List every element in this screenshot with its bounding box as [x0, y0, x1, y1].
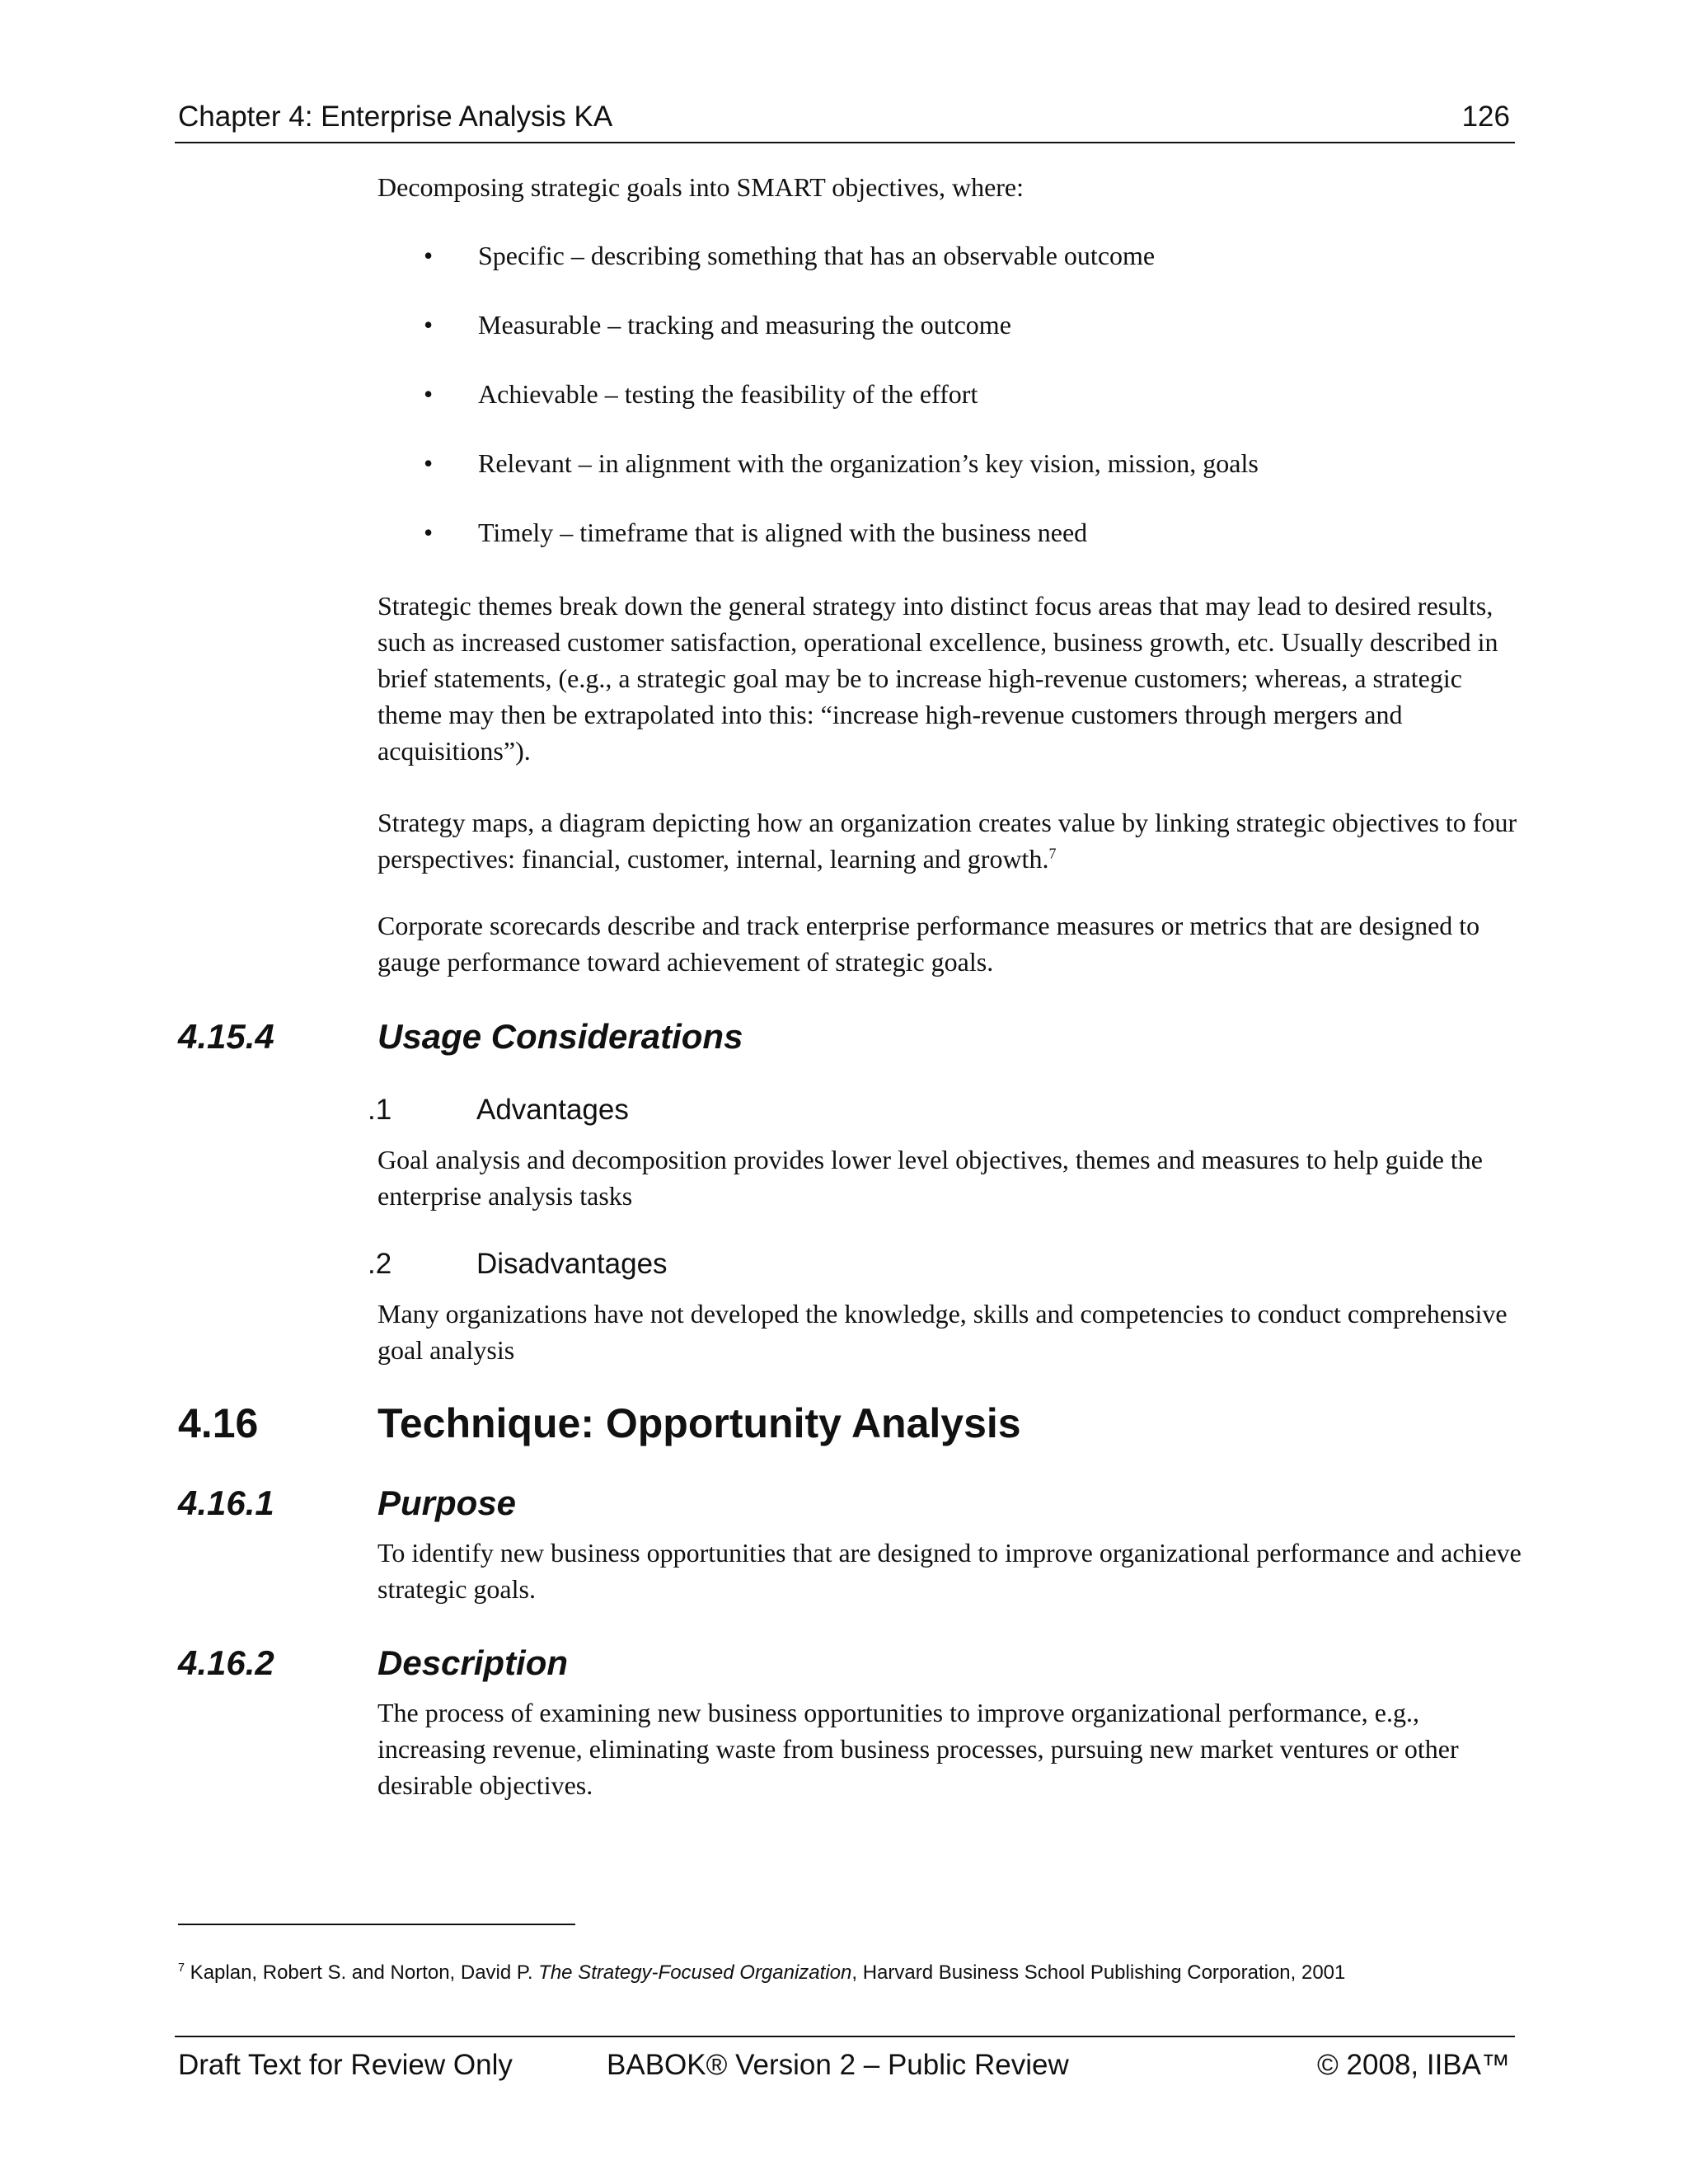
- section-number: 4.16.1: [178, 1483, 274, 1522]
- smart-intro: Decomposing strategic goals into SMART objectives, where:: [377, 172, 1025, 202]
- footnote-reference[interactable]: 7: [1048, 845, 1057, 862]
- list-item-text: Achievable – testing the feasibility of the effort: [478, 379, 978, 409]
- bullet-icon: •: [424, 379, 434, 409]
- strategy-maps-text: Strategy maps, a diagram depicting how an organization creates value by linking strategic objectives to four perspectives: financial, customer, internal, learning and growth.: [377, 808, 1517, 874]
- footer-center: BABOK® Version 2 – Public Review: [607, 2049, 1069, 2081]
- section-title: Usage Considerations: [377, 1017, 743, 1056]
- list-item: [377, 307, 1523, 376]
- footnote-book-title: The Strategy-Focused Organization: [538, 1961, 852, 1984]
- scorecards-paragraph: Corporate scorecards describe and track enterprise performance measures or metrics that are designed to gauge performance toward achievement of strategic goals.: [377, 911, 1480, 977]
- list-item: [377, 237, 1523, 307]
- list-item-text: Timely – timeframe that is aligned with the business need: [478, 518, 1088, 547]
- footer-right: © 2008, IIBA™: [1317, 2049, 1510, 2081]
- section-title: Technique: Opportunity Analysis: [377, 1400, 1021, 1446]
- strategic-themes-paragraph: Strategic themes break down the general strategy into distinct focus areas that may lead to desired results, such as increased customer satisfaction, operational excellence, business growth, etc. Usually described in brief statements, (e.g., a strategic goal may be to increase high-revenue customers; whereas, a strategic theme may then be extrapolated into this: “increase high-revenue customers through mergers and acquisitions”).: [377, 591, 1498, 766]
- page-number: 126: [1461, 101, 1510, 133]
- section-number: 4.15.4: [178, 1017, 274, 1056]
- page-footer: [175, 2036, 1515, 2087]
- list-item-text: Relevant – in alignment with the organization’s key vision, mission, goals: [478, 448, 1259, 478]
- description-text: The process of examining new business opportunities to improve organizational performance, e.g., increasing revenue, eliminating waste from business processes, pursuing new market ventures or other desirable objectives.: [377, 1698, 1459, 1800]
- section-title: Description: [377, 1643, 569, 1682]
- footnote-divider: [178, 1924, 575, 1925]
- section-title: Purpose: [377, 1483, 517, 1522]
- list-item-text: Measurable – tracking and measuring the outcome: [478, 310, 1011, 340]
- disadvantages-text: Many organizations have not developed the knowledge, skills and competencies to conduct comprehensive goal analysis: [377, 1299, 1507, 1365]
- bullet-icon: •: [424, 448, 434, 478]
- subheading-title: Disadvantages: [476, 1248, 668, 1280]
- smart-list: [377, 237, 1523, 583]
- footer-left: Draft Text for Review Only: [178, 2049, 513, 2081]
- footnote: [178, 1960, 1513, 1986]
- list-item: [377, 445, 1523, 514]
- subheading-number: .2: [368, 1248, 392, 1280]
- subheading-title: Advantages: [476, 1094, 629, 1126]
- section-number: 4.16: [178, 1400, 259, 1446]
- bullet-icon: •: [424, 241, 434, 270]
- advantages-text: Goal analysis and decomposition provides lower level objectives, themes and measures to help guide the enterprise analysis tasks: [377, 1145, 1483, 1211]
- section-number: 4.16.2: [178, 1643, 274, 1682]
- list-item-text: Specific – describing something that has an observable outcome: [478, 241, 1156, 270]
- footnote-text-before: Kaplan, Robert S. and Norton, David P.: [185, 1961, 539, 1984]
- list-item: [377, 376, 1523, 445]
- footnote-text-after: , Harvard Business School Publishing Corporation, 2001: [851, 1961, 1346, 1984]
- strategy-maps-paragraph: [377, 804, 1523, 877]
- page-header: [175, 97, 1515, 143]
- bullet-icon: •: [424, 310, 434, 340]
- list-item: [377, 514, 1523, 583]
- purpose-text: To identify new business opportunities that are designed to improve organizational performance and achieve strategic goals.: [377, 1538, 1522, 1604]
- footnote-mark: 7: [178, 1961, 185, 1975]
- bullet-icon: •: [424, 518, 434, 547]
- subheading-number: .1: [368, 1094, 392, 1126]
- chapter-title: Chapter 4: Enterprise Analysis KA: [178, 101, 613, 133]
